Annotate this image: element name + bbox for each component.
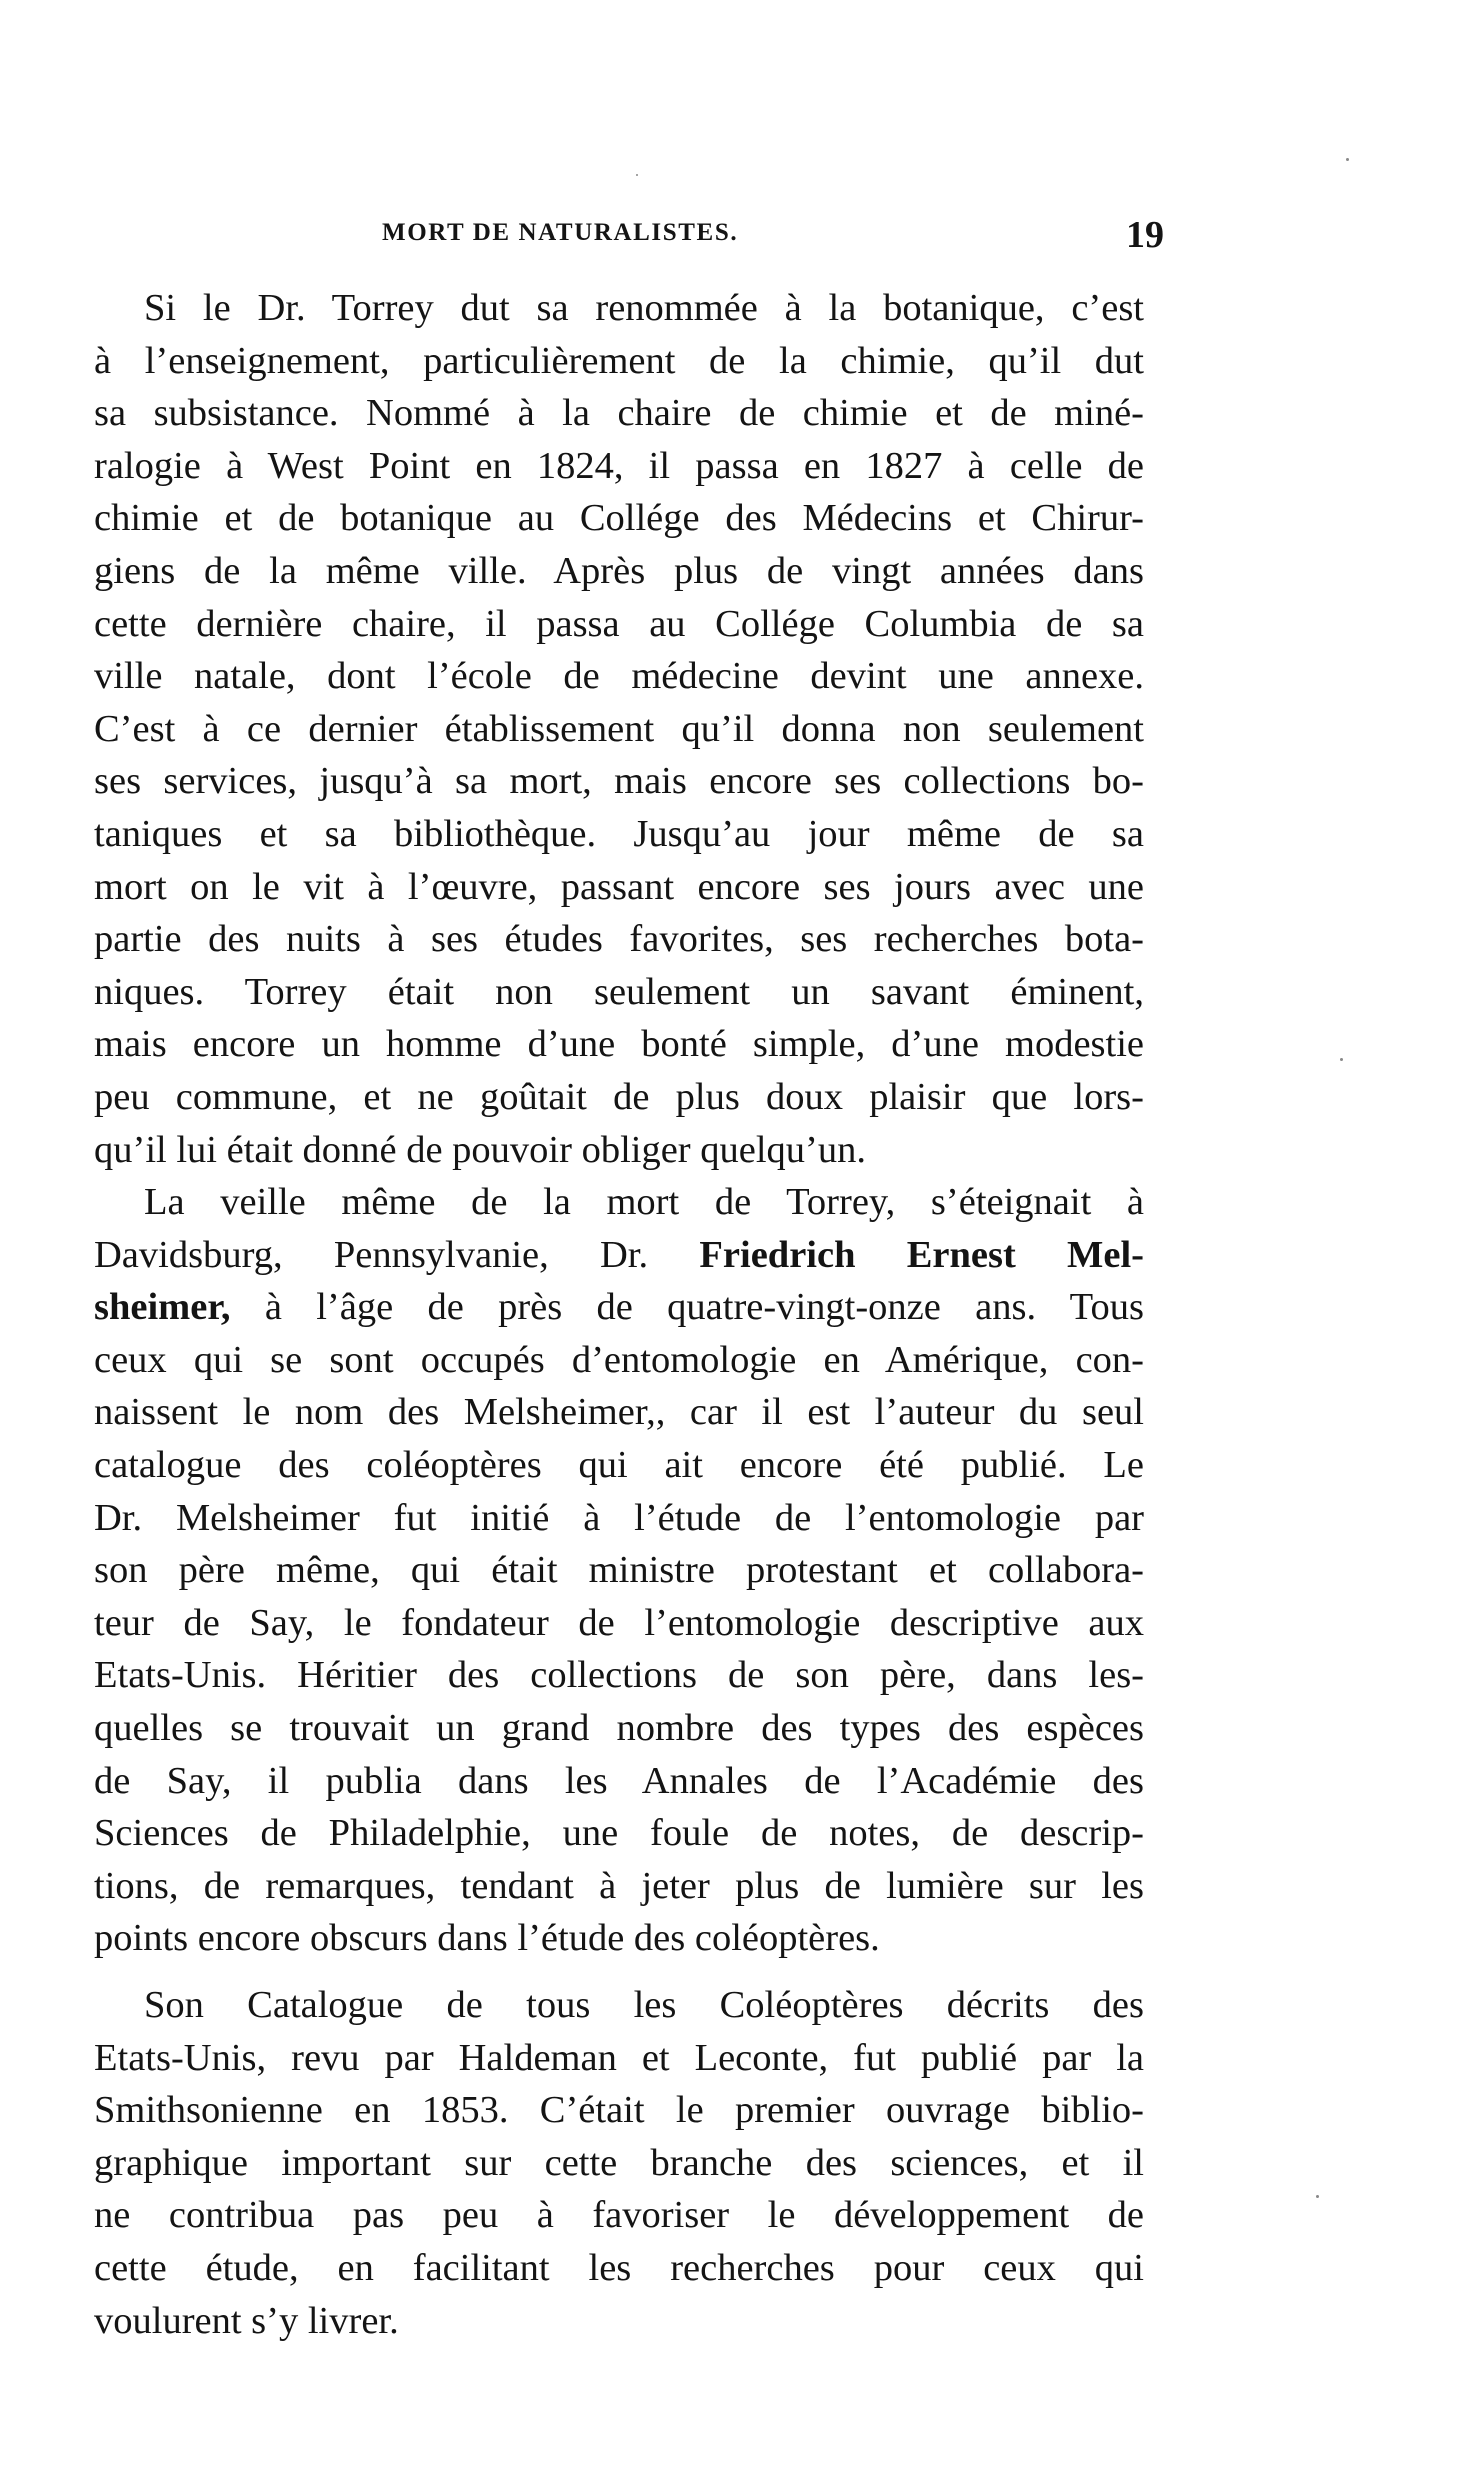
- text-line: [94, 1281, 1144, 1334]
- text-line: catalogue des coléoptères qui ait encore été publié. Le: [94, 1444, 1144, 1487]
- text-line: La veille même de la mort de Torrey, s’éteignait à: [144, 1181, 1144, 1224]
- text-line: taniques et sa bibliothèque. Jusqu’au jour même de sa: [94, 812, 1144, 855]
- text-line: chimie et de botanique au Collége des Médecins et Chirur-: [94, 497, 1144, 540]
- text-line: cette dernière chaire, il passa au Collége Columbia de sa: [94, 602, 1144, 645]
- text-line: de Say, il publia dans les Annales de l’Académie des: [94, 1759, 1144, 1802]
- running-head: MORT DE NATURALISTES.: [382, 219, 739, 246]
- text-line: Dr. Melsheimer fut initié à l’étude de l’entomologie par: [94, 1496, 1144, 1539]
- text-line: giens de la même ville. Après plus de vingt années dans: [94, 549, 1144, 592]
- text-line: peu commune, et ne goûtait de plus doux plaisir que lors-: [94, 1075, 1144, 1118]
- bold-name: Friedrich Ernest Mel-: [699, 1233, 1144, 1276]
- text-line: à l’enseignement, particulièrement de la chimie, qu’il dut: [94, 339, 1144, 382]
- text-line: Sciences de Philadelphie, une foule de notes, de descrip-: [94, 1812, 1144, 1855]
- text-line: Etats-Unis. Héritier des collections de son père, dans les-: [94, 1654, 1144, 1697]
- text-line: partie des nuits à ses études favorites, ses recherches bota-: [94, 918, 1144, 961]
- text-run: à l’âge de près de quatre-vingt-onze ans. Tous: [230, 1286, 1144, 1329]
- text-line: Si le Dr. Torrey dut sa renommée à la botanique, c’est: [144, 287, 1144, 329]
- text-line: quelles se trouvait un grand nombre des types des espèces: [94, 1707, 1144, 1750]
- bold-name: sheimer,: [94, 1286, 231, 1329]
- paragraph-melsheimer: [94, 1176, 1144, 1965]
- body-text: [94, 282, 1144, 2347]
- scan-speck: [1340, 1058, 1343, 1061]
- text-line: Smithsonienne en 1853. C’était le premier ouvrage biblio-: [94, 2089, 1144, 2132]
- text-line: naissent le nom des Melsheimer,, car il est l’auteur du seul: [94, 1391, 1144, 1434]
- text-line: Etats-Unis, revu par Haldeman et Leconte, fut publié par la: [94, 2036, 1144, 2079]
- text-line: points encore obscurs dans l’étude des coléoptères.: [94, 1917, 880, 1960]
- page-number: 19: [1126, 214, 1164, 256]
- paragraph-catalogue: [94, 1979, 1144, 2347]
- text-line: ralogie à West Point en 1824, il passa en 1827 à celle de: [94, 444, 1144, 487]
- text-line: [94, 1229, 1144, 1282]
- text-line: ne contribua pas peu à favoriser le développement de: [94, 2194, 1144, 2237]
- text-line: voulurent s’y livrer.: [94, 2299, 399, 2342]
- page-header: [94, 213, 1164, 263]
- text-line: qu’il lui était donné de pouvoir obliger quelqu’un.: [94, 1128, 866, 1171]
- text-line: ses services, jusqu’à sa mort, mais encore ses collections bo-: [94, 760, 1144, 803]
- scan-speck: [1346, 158, 1349, 161]
- text-line: C’est à ce dernier établissement qu’il donna non seulement: [94, 707, 1144, 750]
- text-line: graphique important sur cette branche des sciences, et il: [94, 2141, 1144, 2184]
- scan-speck: [636, 174, 638, 176]
- text-line: son père même, qui était ministre protestant et collabora-: [94, 1549, 1144, 1592]
- scan-speck: [1316, 2195, 1319, 2198]
- paragraph-torrey: [94, 282, 1144, 1176]
- text-line: sa subsistance. Nommé à la chaire de chimie et de miné-: [94, 392, 1144, 435]
- text-line: mort on le vit à l’œuvre, passant encore ses jours avec une: [94, 865, 1144, 908]
- text-line: mais encore un homme d’une bonté simple, d’une modestie: [94, 1023, 1144, 1066]
- paragraph-gap: [94, 1965, 1144, 1979]
- text-run: Davidsburg, Pennsylvanie, Dr.: [94, 1233, 700, 1276]
- text-line: tions, de remarques, tendant à jeter plus de lumière sur les: [94, 1864, 1144, 1907]
- text-line: teur de Say, le fondateur de l’entomologie descriptive aux: [94, 1601, 1144, 1644]
- text-line: niques. Torrey était non seulement un savant éminent,: [94, 970, 1144, 1013]
- text-line: ville natale, dont l’école de médecine devint une annexe.: [94, 655, 1144, 698]
- text-line: cette étude, en facilitant les recherches pour ceux qui: [94, 2246, 1144, 2289]
- text-line: Son Catalogue de tous les Coléoptères décrits des: [144, 1984, 1144, 2026]
- text-line: ceux qui se sont occupés d’entomologie en Amérique, con-: [94, 1338, 1144, 1381]
